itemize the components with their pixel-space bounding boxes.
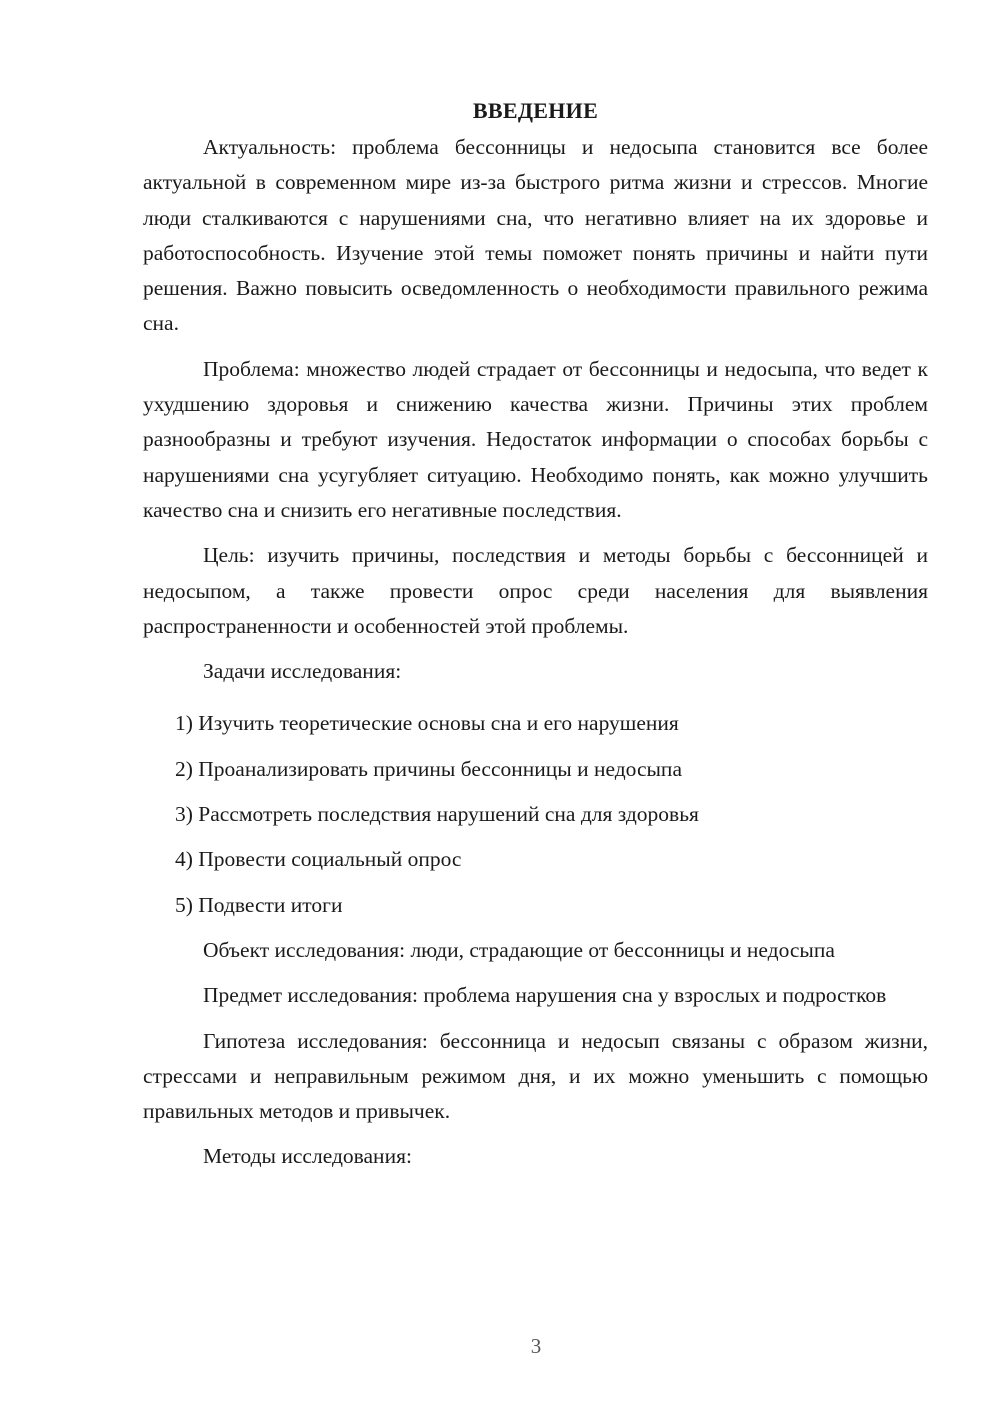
goal-paragraph: Цель: изучить причины, последствия и методы борьбы с бессонницей и недосыпом, а также провести опрос среди населения для выявления распространенности и особенностей этой проблемы. xyxy=(143,543,928,638)
document-page xyxy=(143,96,928,1192)
page-number: 3 xyxy=(530,1334,542,1358)
tasks-heading: Задачи исследования: xyxy=(203,659,402,684)
task-item-4: 4) Провести социальный опрос xyxy=(175,847,462,872)
problem-paragraph: Проблема: множество людей страдает от бессонницы и недосыпа, что ведет к ухудшению здоровья и снижению качества жизни. Причины этих проблем разнообразны и требуют изучения. Недостаток информации о способах борьбы с нарушениями сна усугубляет ситуацию. Необходимо понять, как можно улучшить качество сна и снизить его негативные последствия. xyxy=(143,356,928,522)
section-title: ВВЕДЕНИЕ xyxy=(472,98,599,123)
methods-heading: Методы исследования: xyxy=(203,1144,412,1169)
subject-paragraph: Предмет исследования: проблема нарушения сна у взрослых и подростков xyxy=(203,983,887,1008)
task-item-3: 3) Рассмотреть последствия нарушений сна для здоровья xyxy=(175,802,699,827)
relevance-paragraph: Актуальность: проблема бессонницы и недосыпа становится все более актуальной в современном мире из-за быстрого ритма жизни и стрессов. Многие люди сталкиваются с нарушениями сна, что негативно влияет на их здоровье и работоспособность. Изучение этой темы поможет понять причины и найти пути решения. Важно повысить осведомленность о необходимости правильного режима сна. xyxy=(143,135,928,336)
task-item-2: 2) Проанализировать причины бессонницы и недосыпа xyxy=(175,756,682,781)
object-paragraph: Объект исследования: люди, страдающие от бессонницы и недосыпа xyxy=(203,937,835,962)
hypothesis-paragraph: Гипотеза исследования: бессонница и недосып связаны с образом жизни, стрессами и неправильным режимом дня, и их можно уменьшить с помощью правильных методов и привычек. xyxy=(143,1028,928,1124)
task-item-5: 5) Подвести итоги xyxy=(175,892,343,917)
task-item-1: 1) Изучить теоретические основы сна и его нарушения xyxy=(175,711,679,736)
